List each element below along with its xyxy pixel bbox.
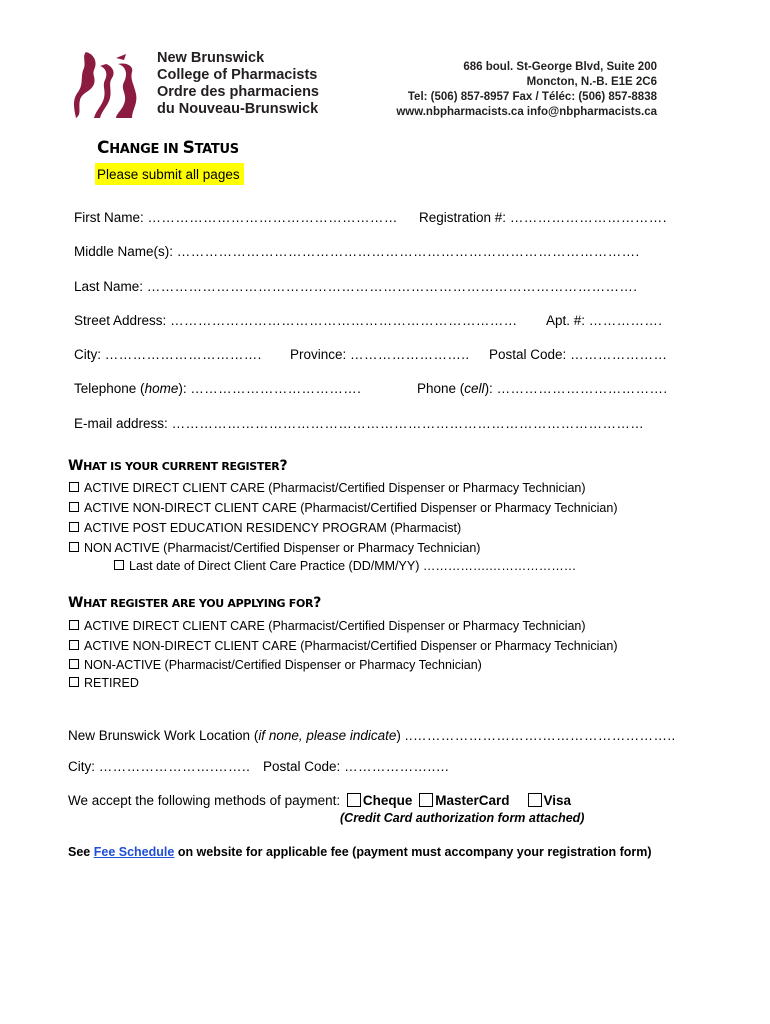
org-line-2: College of Pharmacists: [157, 67, 318, 83]
work-postal-label: Postal Code:: [263, 759, 341, 774]
credit-card-note: (Credit Card authorization form attached): [340, 811, 585, 825]
address-line-1: 686 boul. St-George Blvd, Suite 200: [463, 61, 657, 73]
work-location-label: [68, 728, 401, 743]
college-logo: [72, 48, 144, 120]
last-name-field[interactable]: …………………………………………………………………………………………….: [146, 279, 638, 294]
mastercard-checkbox[interactable]: [419, 793, 433, 807]
email-field[interactable]: …………………………………………………………………………………………: [171, 416, 645, 431]
current-heading-rest: HAT IS YOUR CURRENT REGISTER: [83, 460, 280, 473]
current-option-non-active[interactable]: [69, 541, 480, 555]
fee-schedule-link[interactable]: Fee Schedule: [93, 845, 175, 859]
applying-heading-end: ?: [313, 595, 322, 611]
telephone-field[interactable]: ……………………………….: [190, 381, 362, 396]
last-name-row: [74, 279, 637, 294]
postal-field[interactable]: …………………: [570, 347, 668, 362]
middle-name-label: Middle Name(s):: [74, 244, 174, 259]
registration-row: [419, 210, 667, 225]
org-line-1: New Brunswick: [157, 50, 265, 66]
registration-label: Registration #:: [419, 210, 507, 225]
cheque-label: Cheque: [362, 793, 413, 808]
form-title: [97, 138, 239, 158]
current-register-heading: [68, 458, 287, 474]
work-label-post: ): [396, 728, 401, 743]
work-location-field[interactable]: ..……………………….………………………..: [404, 728, 676, 743]
address-line-2: Moncton, N.-B. E1E 2C6: [526, 76, 657, 88]
city-field[interactable]: …………………………….: [104, 347, 262, 362]
checkbox[interactable]: [69, 677, 79, 687]
option-label: RETIRED: [84, 676, 139, 690]
cell-phone-field[interactable]: ……………………………….: [496, 381, 668, 396]
current-heading-end: ?: [279, 458, 288, 474]
first-name-field[interactable]: ………………………………………………: [147, 210, 398, 225]
apply-option-non-active[interactable]: [69, 658, 482, 672]
option-label: ACTIVE NON-DIRECT CLIENT CARE (Pharmacist/Certified Dispenser or Pharmacy Technician): [84, 501, 618, 515]
checkbox[interactable]: [69, 620, 79, 630]
province-label: Province:: [290, 347, 347, 362]
first-name-row: [74, 210, 398, 225]
work-postal-row: [263, 759, 450, 774]
fee-rest: on website for applicable fee (payment must accompany your registration form): [177, 845, 652, 859]
apt-row: [546, 313, 662, 328]
middle-name-row: [74, 244, 640, 259]
work-label-pre: New Brunswick Work Location (: [68, 728, 259, 743]
city-row: [74, 347, 262, 362]
option-label: ACTIVE POST EDUCATION RESIDENCY PROGRAM (Pharmacist): [84, 521, 462, 535]
option-label: ACTIVE DIRECT CLIENT CARE (Pharmacist/Certified Dispenser or Pharmacy Technician): [84, 481, 586, 495]
current-option-residency[interactable]: [69, 521, 461, 535]
city-label: City:: [74, 347, 101, 362]
telephone-label-pre: Telephone (: [74, 381, 145, 396]
current-option-active-direct[interactable]: [69, 481, 586, 495]
cell-phone-label: [417, 381, 493, 396]
option-label: ACTIVE DIRECT CLIENT CARE (Pharmacist/Certified Dispenser or Pharmacy Technician): [84, 619, 586, 633]
apply-option-active-direct[interactable]: [69, 619, 586, 633]
registration-field[interactable]: …………………………….: [509, 210, 667, 225]
middle-name-field[interactable]: ……………………………………………………………………………………….: [176, 244, 640, 259]
cell-label-post: ):: [484, 381, 493, 396]
work-label-italic: if none, please indicate: [258, 728, 397, 743]
telephone-label-post: ):: [178, 381, 187, 396]
work-city-row: [68, 759, 250, 774]
work-city-label: City:: [68, 759, 95, 774]
submit-note: Please submit all pages: [95, 163, 244, 185]
contact-address: [396, 60, 657, 120]
cheque-checkbox[interactable]: [347, 793, 361, 807]
title-initial: C: [97, 138, 110, 158]
payment-row: [68, 793, 571, 808]
first-name-label: First Name:: [74, 210, 144, 225]
option-label: NON ACTIVE (Pharmacist/Certified Dispenser or Pharmacy Technician): [84, 541, 481, 555]
option-label: ACTIVE NON-DIRECT CLIENT CARE (Pharmacist/Certified Dispenser or Pharmacy Technician): [84, 639, 618, 653]
street-field[interactable]: …………………………………………………………………: [170, 313, 518, 328]
current-sub-option-last-date[interactable]: [114, 559, 576, 573]
title-part-1: HANGE IN: [109, 142, 183, 157]
checkbox[interactable]: [69, 522, 79, 532]
checkbox[interactable]: [114, 560, 124, 570]
postal-row: [489, 347, 667, 362]
postal-label: Postal Code:: [489, 347, 567, 362]
option-label: NON-ACTIVE (Pharmacist/Certified Dispenser or Pharmacy Technician): [84, 658, 482, 672]
cell-label-cell: cell: [464, 381, 485, 396]
province-row: [290, 347, 470, 362]
visa-checkbox[interactable]: [528, 793, 542, 807]
telephone-row: [74, 381, 361, 396]
last-name-label: Last Name:: [74, 279, 144, 294]
title-part-2: TATUS: [194, 142, 239, 157]
checkbox[interactable]: [69, 640, 79, 650]
payment-label: We accept the following methods of payment:: [68, 793, 341, 808]
checkbox[interactable]: [69, 502, 79, 512]
work-city-field[interactable]: …………………….……..: [98, 759, 251, 774]
street-label: Street Address:: [74, 313, 167, 328]
option-label: Last date of Direct Client Care Practice (DD/MM/YY) …………….…………………: [129, 559, 577, 573]
title-initial-2: S: [182, 138, 195, 158]
checkbox[interactable]: [69, 659, 79, 669]
apt-label: Apt. #:: [546, 313, 586, 328]
cell-label-pre: Phone (: [417, 381, 465, 396]
province-field[interactable]: ……………………..: [350, 347, 470, 362]
phone-fax-line: Tel: (506) 857-8957 Fax / Téléc: (506) 857-8838: [407, 91, 657, 103]
mastercard-label: MasterCard: [435, 793, 510, 808]
applying-heading-initial: W: [68, 595, 84, 611]
org-line-3: Ordre des pharmaciens: [157, 84, 319, 100]
web-email-line: www.nbpharmacists.ca info@nbpharmacists.ca: [396, 106, 657, 118]
cell-phone-row: [417, 381, 668, 396]
telephone-label-home: home: [144, 381, 179, 396]
work-postal-field[interactable]: ………………..…: [344, 759, 450, 774]
current-option-active-non-direct[interactable]: [69, 501, 617, 515]
apply-option-active-non-direct[interactable]: [69, 639, 617, 653]
fee-see: See: [68, 845, 91, 859]
checkbox[interactable]: [69, 542, 79, 552]
fee-schedule-note: [68, 845, 652, 859]
telephone-label: [74, 381, 187, 396]
checkbox[interactable]: [69, 482, 79, 492]
email-label: E-mail address:: [74, 416, 168, 431]
applying-register-heading: [68, 595, 321, 611]
apt-field[interactable]: …………….: [588, 313, 663, 328]
apply-option-retired[interactable]: [69, 676, 139, 690]
current-heading-initial: W: [68, 458, 84, 474]
organization-name: [157, 50, 319, 118]
applying-heading-rest: HAT REGISTER ARE YOU APPLYING FOR: [83, 597, 314, 610]
street-row: [74, 313, 518, 328]
work-location-row: [68, 728, 676, 743]
visa-label: Visa: [543, 793, 572, 808]
email-row: [74, 416, 644, 431]
org-line-4: du Nouveau-Brunswick: [157, 101, 319, 117]
